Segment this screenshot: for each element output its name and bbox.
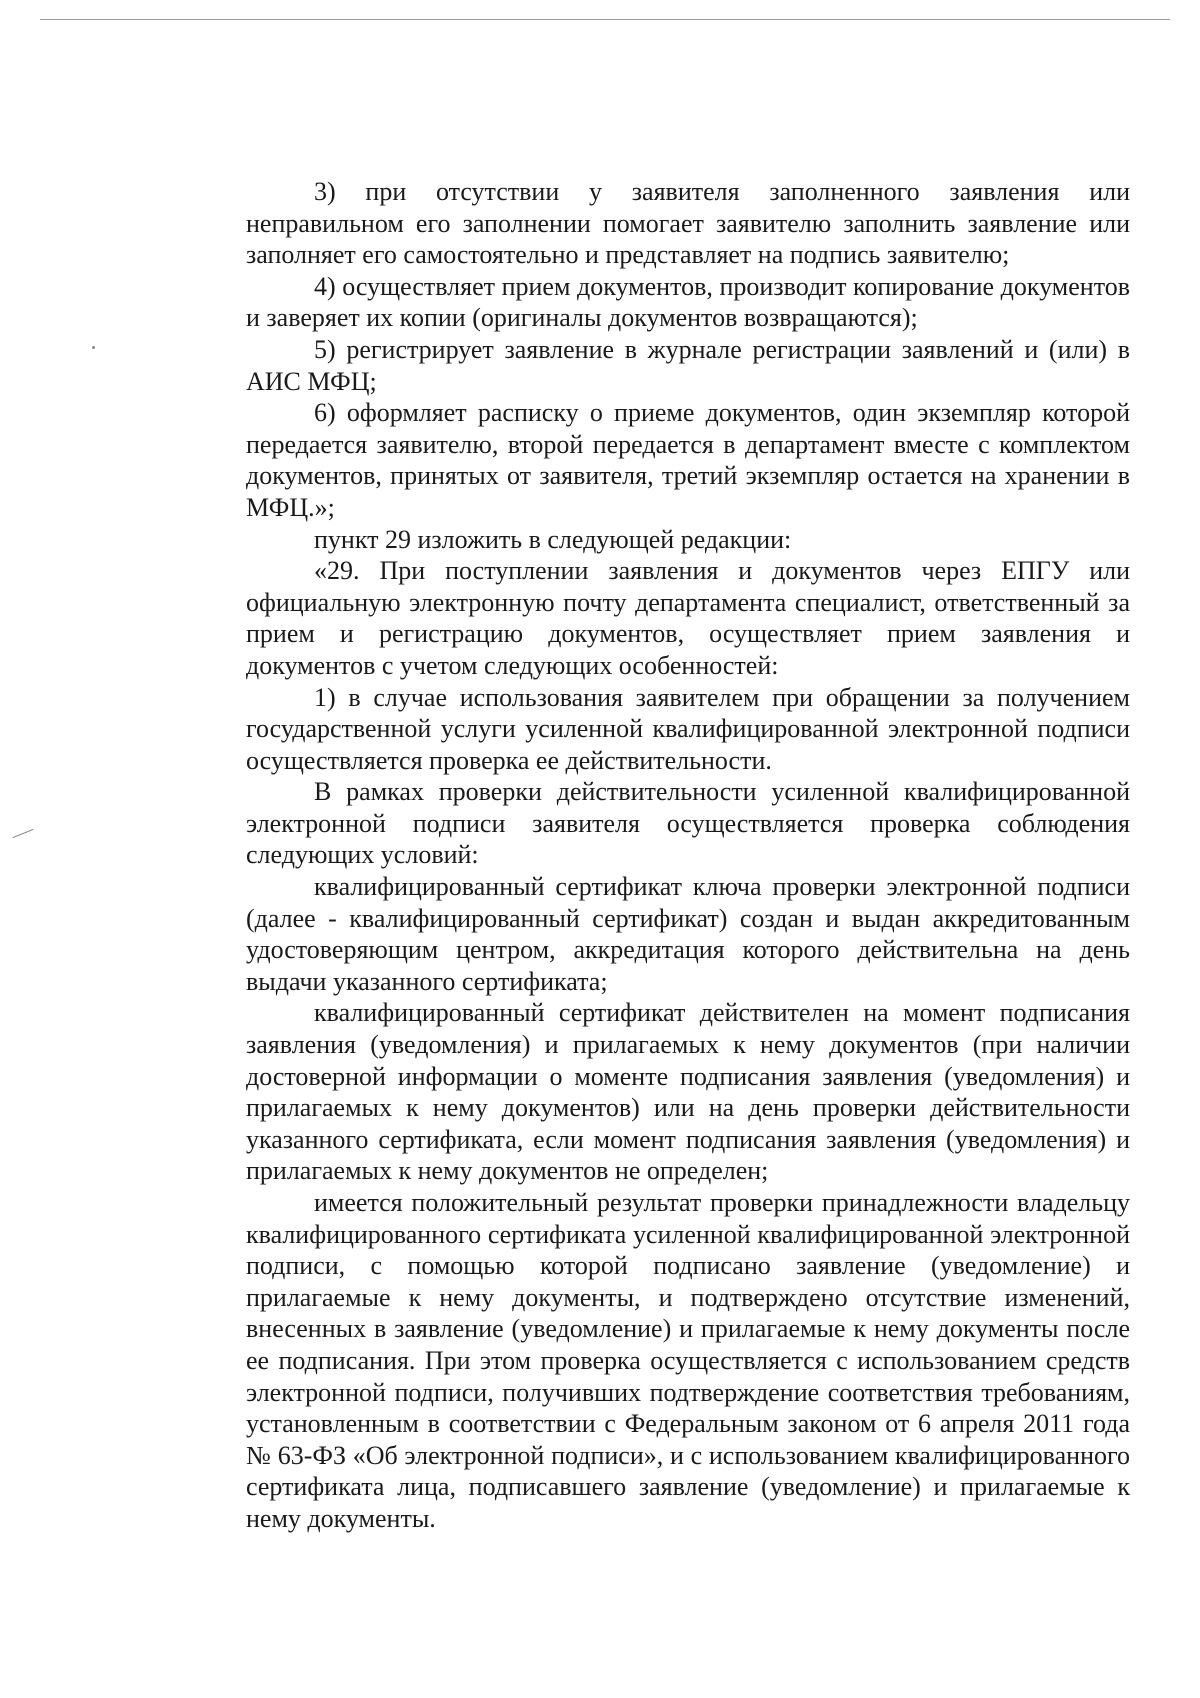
paragraph-item-4: 4) осуществляет прием документов, производит копирование документов и заверяет их копии (оригиналы документов возвращаются); bbox=[246, 271, 1130, 333]
scan-speck bbox=[92, 346, 95, 349]
paragraph-item-6: 6) оформляет расписку о приеме документов, один экземпляр которой передается заявителю, второй передается в департамент вместе с комплектом документов, принятых от заявителя, третий экземпляр остается на хранении в МФЦ.»; bbox=[246, 398, 1130, 522]
paragraph-item-3: 3) при отсутствии у заявителя заполненного заявления или неправильном его заполнении помогает заявителю заполнить заявление или заполняет его самостоятельно и представляет на подпись заявителю; bbox=[246, 177, 1130, 270]
scan-top-edge-line bbox=[40, 19, 1170, 20]
paragraph-clause-29-item-1: 1) в случае использования заявителем при обращении за получением государственной услуги усиленной квалифицированной электронной подписи осуществляется проверка ее действительности. bbox=[246, 682, 1130, 775]
paragraph-amend-clause-29: пункт 29 изложить в следующей редакции: bbox=[314, 524, 792, 554]
paragraph-condition-certificate-valid: квалифицированный сертификат действителен на момент подписания заявления (уведомления) и прилагаемых к нему документов (при наличии достоверной информации о моменте подписания заявления (уведомления) и прилагаемых к нему документов) или на день проверки действительности указанного сертификата, если момент подписания заявления (уведомления) и прилагаемых к нему документов не определен; bbox=[246, 998, 1130, 1186]
scan-speck bbox=[13, 829, 34, 838]
document-body bbox=[246, 176, 1130, 1535]
paragraph-signature-check-intro: В рамках проверки действительности усиленной квалифицированной электронной подписи заявителя осуществляется проверка соблюдения следующих условий: bbox=[246, 777, 1130, 870]
paragraph-item-5: 5) регистрирует заявление в журнале регистрации заявлений и (или) в АИС МФЦ; bbox=[246, 334, 1130, 396]
paragraph-condition-certificate-issued: квалифицированный сертификат ключа проверки электронной подписи (далее - квалифицированный сертификат) создан и выдан аккредитованным удостоверяющим центром, аккредитация которого действительна на день выдачи указанного сертификата; bbox=[246, 872, 1130, 996]
paragraph-clause-29: «29. При поступлении заявления и документов через ЕПГУ или официальную электронную почту департамента специалист, ответственный за прием и регистрацию документов, осуществляет прием заявления и документов с учетом следующих особенностей: bbox=[246, 556, 1130, 680]
paragraph-condition-ownership-check: имеется положительный результат проверки принадлежности владельцу квалифицированного сертификата усиленной квалифицированной электронной подписи, с помощью которой подписано заявление (уведомление) и прилагаемые к нему документы, и подтверждено отсутствие изменений, внесенных в заявление (уведомление) и прилагаемые к нему документы после ее подписания. При этом проверка осуществляется с использованием средств электронной подписи, получивших подтверждение соответствия требованиям, установленным в соответствии с Федеральным законом от 6 апреля 2011 года № 63-ФЗ «Об электронной подписи», и с использованием квалифицированного сертификата лица, подписавшего заявление (уведомление) и прилагаемые к нему документы. bbox=[246, 1188, 1130, 1533]
